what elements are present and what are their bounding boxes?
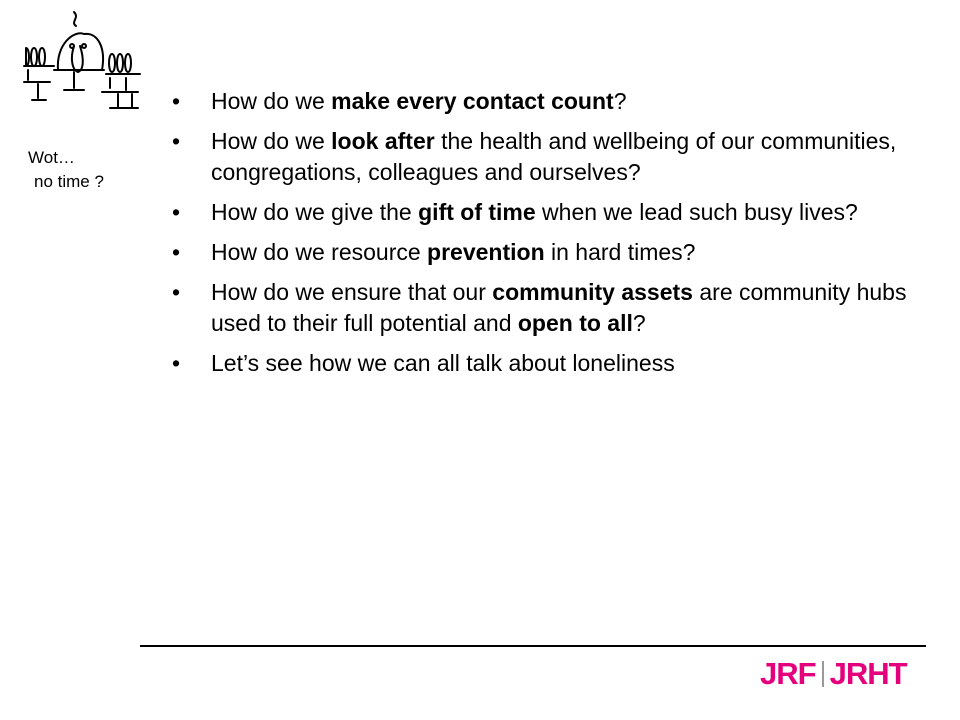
logo-separator [822, 661, 824, 687]
bullet-text: are community hubs used to their full potential and [211, 279, 907, 336]
bullet-text: ? [632, 310, 646, 336]
bullet-emphasis: prevention [427, 239, 545, 265]
bullet-dot: • [172, 88, 181, 114]
bullet-dot: • [172, 128, 181, 154]
bullet-text: How do we [211, 88, 332, 114]
bullet-dot: • [172, 239, 181, 265]
bullet-item [172, 277, 922, 339]
bullet-emphasis: gift of time [418, 199, 536, 225]
bullet-text: the health and wellbeing of our communities, congregations, colleagues and ourselves? [211, 128, 897, 185]
bullet-text: How do we resource [211, 239, 428, 265]
logo-jrf: JRF [760, 656, 816, 691]
bullet-emphasis: make every contact count [331, 88, 614, 114]
doodle-caption [28, 146, 104, 194]
bullet-item [172, 348, 922, 379]
wot-doodle-icon [14, 8, 154, 123]
logo-jrht: JRHT [829, 656, 907, 691]
bullet-text: when we lead such busy lives? [535, 199, 858, 225]
jrf-jrht-logo [760, 656, 907, 692]
footer-divider [140, 645, 926, 647]
bullet-emphasis: community assets [492, 279, 693, 305]
bullet-item [172, 126, 922, 188]
bullet-item [172, 86, 922, 117]
bullet-dot: • [172, 279, 181, 305]
bullet-text: in hard times? [544, 239, 696, 265]
bullet-text: ? [613, 88, 627, 114]
bullet-emphasis: open to all [517, 310, 633, 336]
caption-line-2: no time ? [34, 172, 104, 191]
bullet-text: How do we give the [211, 199, 419, 225]
bullet-dot: • [172, 199, 181, 225]
bullet-text: How do we ensure that our [211, 279, 493, 305]
caption-line-1: Wot… [28, 148, 75, 167]
bullet-dot: • [172, 350, 181, 376]
bullet-item [172, 197, 922, 228]
bullet-list [172, 86, 922, 388]
bullet-emphasis: look after [331, 128, 435, 154]
bullet-text: How do we [211, 128, 332, 154]
bullet-text: Let’s see how we can all talk about loneliness [211, 350, 675, 376]
bullet-item [172, 237, 922, 268]
